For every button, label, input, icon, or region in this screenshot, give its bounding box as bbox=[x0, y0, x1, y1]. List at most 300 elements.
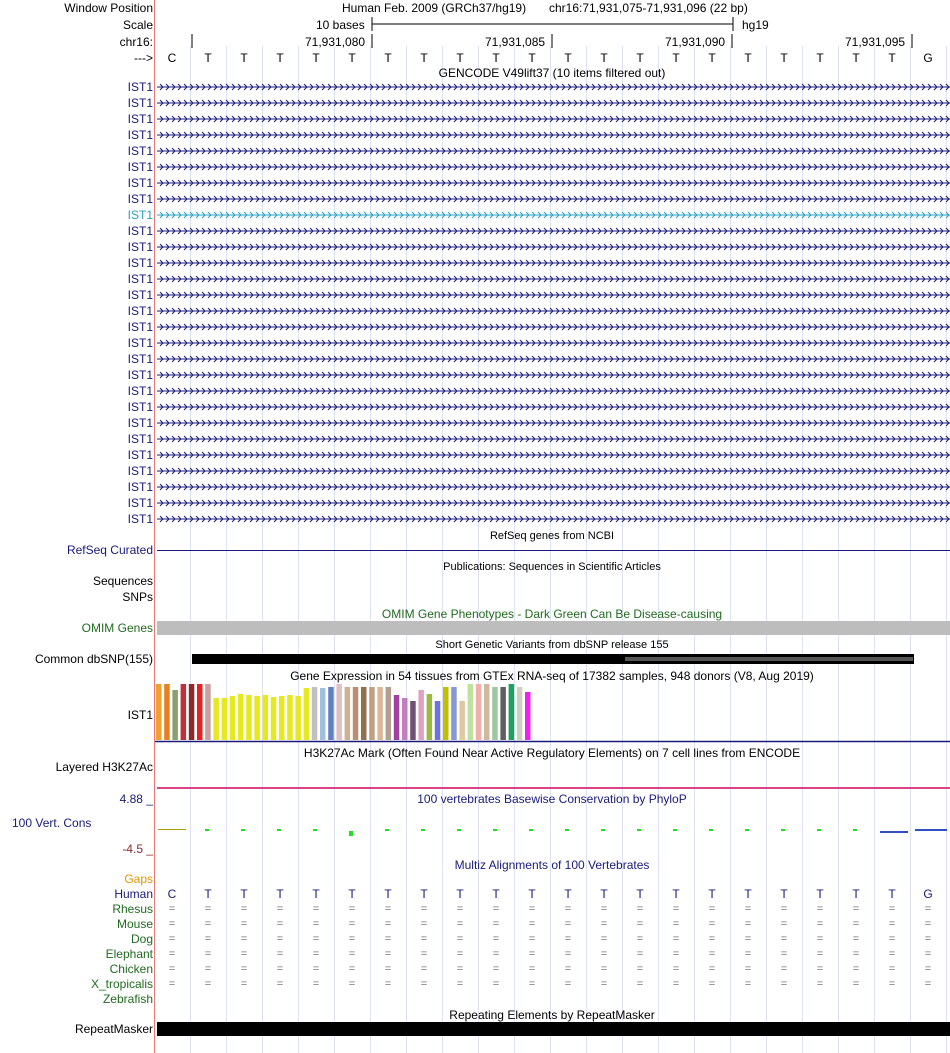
dbsnp-title[interactable]: Short Genetic Variants from dbSNP release 155 bbox=[435, 639, 669, 651]
phylop-mark bbox=[493, 829, 497, 831]
human-base-letter: T bbox=[636, 887, 644, 901]
gtex-tissue-bar[interactable] bbox=[410, 701, 416, 740]
alignment-match: = bbox=[456, 963, 464, 975]
base-letter: T bbox=[276, 51, 284, 65]
alignment-match: = bbox=[744, 903, 752, 915]
human-base-letter: T bbox=[672, 887, 680, 901]
base-letter: T bbox=[384, 51, 392, 65]
base-letter: T bbox=[456, 51, 464, 65]
alignment-match: = bbox=[564, 903, 572, 915]
alignment-match: = bbox=[564, 948, 572, 960]
alignment-match: = bbox=[672, 933, 680, 945]
alignment-match: = bbox=[420, 933, 428, 945]
gtex-tissue-bar[interactable] bbox=[427, 694, 433, 740]
gtex-tissue-bar[interactable] bbox=[386, 687, 392, 740]
strand-label: ---> bbox=[134, 51, 153, 65]
gencode-gene-label[interactable]: IST1 bbox=[127, 448, 153, 462]
gtex-tissue-bar[interactable] bbox=[263, 695, 269, 740]
refseq-label[interactable]: RefSeq Curated bbox=[66, 543, 153, 557]
alignment-match: = bbox=[492, 903, 500, 915]
alignment-match: = bbox=[924, 918, 932, 930]
gencode-gene-label[interactable]: IST1 bbox=[127, 400, 153, 414]
coord-label: 71,931,085 bbox=[485, 35, 546, 49]
alignment-match: = bbox=[816, 948, 824, 960]
alignment-match: = bbox=[708, 903, 716, 915]
gencode-transcript[interactable] bbox=[157, 195, 950, 203]
alignment-match: = bbox=[528, 948, 536, 960]
alignment-match: = bbox=[816, 963, 824, 975]
alignment-match: = bbox=[636, 978, 644, 990]
phylop-mark bbox=[457, 829, 461, 831]
alignment-match: = bbox=[384, 903, 392, 915]
base-letter: T bbox=[816, 51, 824, 65]
gtex-tissue-bar[interactable] bbox=[345, 687, 351, 740]
gencode-gene-label[interactable]: IST1 bbox=[127, 320, 153, 334]
phylop-mark bbox=[421, 829, 425, 831]
alignment-match: = bbox=[204, 903, 212, 915]
alignment-match: = bbox=[636, 918, 644, 930]
human-base-letter: T bbox=[780, 887, 788, 901]
species-label[interactable]: Elephant bbox=[105, 947, 153, 961]
gencode-transcript[interactable] bbox=[157, 371, 950, 379]
alignment-match: = bbox=[384, 963, 392, 975]
gencode-gene-label[interactable]: IST1 bbox=[127, 224, 153, 238]
alignment-match: = bbox=[924, 933, 932, 945]
refseq-title[interactable]: RefSeq genes from NCBI bbox=[489, 530, 615, 542]
gencode-transcript[interactable] bbox=[157, 355, 950, 363]
phylop-mark bbox=[817, 829, 821, 831]
base-letter: C bbox=[167, 51, 177, 65]
alignment-match: = bbox=[456, 933, 464, 945]
alignment-match: = bbox=[600, 978, 608, 990]
gencode-gene-label[interactable]: IST1 bbox=[127, 288, 153, 302]
alignment-match: = bbox=[204, 978, 212, 990]
alignment-match: = bbox=[708, 978, 716, 990]
gtex-tissue-bar[interactable] bbox=[156, 684, 162, 740]
gencode-gene-label[interactable]: IST1 bbox=[127, 208, 153, 222]
gtex-tissue-bar[interactable] bbox=[279, 696, 285, 740]
human-base-letter: T bbox=[492, 887, 500, 901]
gencode-gene-label[interactable]: IST1 bbox=[127, 160, 153, 174]
phylop-mark bbox=[565, 829, 569, 831]
base-letter: T bbox=[564, 51, 572, 65]
gtex-tissue-bar[interactable] bbox=[295, 696, 301, 740]
human-base-letter: T bbox=[888, 887, 896, 901]
gencode-transcript[interactable] bbox=[157, 211, 950, 219]
phylop-mark bbox=[158, 829, 186, 830]
gtex-tissue-bar[interactable] bbox=[459, 701, 465, 740]
base-letter: T bbox=[852, 51, 860, 65]
alignment-match: = bbox=[852, 963, 860, 975]
alignment-match: = bbox=[276, 933, 284, 945]
alignment-match: = bbox=[168, 963, 176, 975]
alignment-match: = bbox=[564, 933, 572, 945]
alignment-match: = bbox=[168, 948, 176, 960]
gencode-transcript[interactable] bbox=[157, 243, 950, 251]
alignment-match: = bbox=[240, 903, 248, 915]
gencode-title[interactable]: GENCODE V49lift37 (10 items filtered out) bbox=[438, 66, 666, 80]
phylop-mark bbox=[915, 829, 947, 831]
alignment-match: = bbox=[420, 903, 428, 915]
gencode-gene-label[interactable]: IST1 bbox=[127, 352, 153, 366]
species-label[interactable]: Zebrafish bbox=[102, 992, 153, 1006]
species-label[interactable]: X_tropicalis bbox=[90, 977, 153, 991]
gtex-tissue-bar[interactable] bbox=[336, 684, 342, 740]
alignment-match: = bbox=[384, 948, 392, 960]
human-base-letter: T bbox=[708, 887, 716, 901]
gencode-transcript[interactable] bbox=[157, 419, 950, 427]
alignment-match: = bbox=[240, 933, 248, 945]
species-label[interactable]: Chicken bbox=[109, 962, 153, 976]
dbsnp-label[interactable]: Common dbSNP(155) bbox=[34, 652, 153, 666]
alignment-match: = bbox=[312, 933, 320, 945]
gencode-gene-label[interactable]: IST1 bbox=[127, 368, 153, 382]
gencode-transcript[interactable] bbox=[157, 387, 950, 395]
gtex-tissue-bar[interactable] bbox=[435, 701, 441, 740]
alignment-match: = bbox=[492, 963, 500, 975]
gtex-tissue-bar[interactable] bbox=[254, 696, 260, 740]
gencode-transcript[interactable] bbox=[157, 291, 950, 299]
publications-label-sequences[interactable]: Sequences bbox=[92, 574, 153, 588]
gencode-gene-label[interactable]: IST1 bbox=[127, 512, 153, 526]
base-letter: T bbox=[636, 51, 644, 65]
gencode-gene-label[interactable]: IST1 bbox=[127, 336, 153, 350]
gencode-gene-label[interactable]: IST1 bbox=[127, 480, 153, 494]
gencode-gene-label[interactable]: IST1 bbox=[127, 192, 153, 206]
gtex-tissue-bar[interactable] bbox=[443, 687, 449, 740]
coord-label: 71,931,095 bbox=[845, 35, 906, 49]
human-base-letter: T bbox=[456, 887, 464, 901]
repeatmasker-title[interactable]: Repeating Elements by RepeatMasker bbox=[449, 1008, 655, 1022]
base-letter: T bbox=[780, 51, 788, 65]
gencode-transcript[interactable] bbox=[157, 435, 950, 443]
human-base-letter: G bbox=[923, 887, 933, 901]
gaps-label[interactable]: Gaps bbox=[124, 872, 153, 886]
gtex-tissue-bar[interactable] bbox=[451, 687, 457, 740]
scale-label: Scale bbox=[122, 18, 153, 32]
phylop-mark bbox=[277, 829, 281, 831]
gtex-tissue-bar[interactable] bbox=[476, 684, 482, 740]
phylop-mark bbox=[601, 829, 605, 831]
gtex-tissue-bar[interactable] bbox=[238, 694, 244, 740]
alignment-match: = bbox=[780, 933, 788, 945]
gtex-tissue-bar[interactable] bbox=[500, 687, 506, 740]
gencode-transcript[interactable] bbox=[157, 227, 950, 235]
alignment-match: = bbox=[780, 903, 788, 915]
alignment-match: = bbox=[852, 933, 860, 945]
chrom-label: chr16: bbox=[119, 35, 153, 49]
human-base-letter: T bbox=[420, 887, 428, 901]
base-letter: T bbox=[672, 51, 680, 65]
alignment-match: = bbox=[816, 903, 824, 915]
phylop-mark bbox=[529, 829, 533, 831]
alignment-match: = bbox=[924, 903, 932, 915]
alignment-match: = bbox=[852, 903, 860, 915]
alignment-match: = bbox=[204, 918, 212, 930]
gencode-gene-label[interactable]: IST1 bbox=[127, 272, 153, 286]
gtex-tissue-bar[interactable] bbox=[353, 687, 359, 740]
gtex-tissue-bar[interactable] bbox=[271, 697, 277, 740]
alignment-match: = bbox=[888, 918, 896, 930]
alignment-match: = bbox=[636, 948, 644, 960]
gencode-transcript[interactable] bbox=[157, 323, 950, 331]
alignment-match: = bbox=[420, 948, 428, 960]
gencode-gene-label[interactable]: IST1 bbox=[127, 240, 153, 254]
alignment-match: = bbox=[888, 948, 896, 960]
alignment-match: = bbox=[672, 948, 680, 960]
alignment-match: = bbox=[492, 918, 500, 930]
h3k27ac-title[interactable]: H3K27Ac Mark (Often Found Near Active Regulatory Elements) on 7 cell lines from ENCODE bbox=[303, 746, 801, 760]
alignment-match: = bbox=[312, 903, 320, 915]
alignment-match: = bbox=[492, 978, 500, 990]
gtex-tissue-bar[interactable] bbox=[484, 684, 490, 740]
base-letter: T bbox=[600, 51, 608, 65]
gencode-gene-label[interactable]: IST1 bbox=[127, 464, 153, 478]
gtex-tissue-bar[interactable] bbox=[164, 684, 170, 740]
alignment-match: = bbox=[420, 978, 428, 990]
alignment-match: = bbox=[204, 963, 212, 975]
gencode-gene-label[interactable]: IST1 bbox=[127, 112, 153, 126]
gtex-label[interactable]: IST1 bbox=[127, 708, 153, 722]
alignment-match: = bbox=[528, 918, 536, 930]
gencode-transcript[interactable] bbox=[157, 83, 950, 91]
phylop-mark bbox=[673, 829, 677, 831]
phylop-mark bbox=[781, 829, 785, 831]
coord-label: 71,931,080 bbox=[305, 35, 366, 49]
repeatmasker-label[interactable]: RepeatMasker bbox=[74, 1022, 153, 1036]
gencode-transcript[interactable] bbox=[157, 515, 950, 523]
alignment-match: = bbox=[816, 918, 824, 930]
gtex-tissue-bar[interactable] bbox=[402, 698, 408, 740]
omim-title[interactable]: OMIM Gene Phenotypes - Dark Green Can Be Disease-causing bbox=[381, 607, 723, 621]
gencode-transcript[interactable] bbox=[157, 275, 950, 283]
gtex-tissue-bar[interactable] bbox=[517, 687, 523, 740]
gencode-transcript[interactable] bbox=[157, 131, 950, 139]
omim-gene-bar[interactable] bbox=[157, 621, 950, 635]
human-base-letter: T bbox=[600, 887, 608, 901]
species-label[interactable]: Human bbox=[114, 887, 153, 901]
gencode-gene-label[interactable]: IST1 bbox=[127, 384, 153, 398]
gencode-transcript[interactable] bbox=[157, 499, 950, 507]
species-label[interactable]: Mouse bbox=[116, 917, 153, 931]
gencode-transcript[interactable] bbox=[157, 179, 950, 187]
alignment-match: = bbox=[744, 963, 752, 975]
ruler-svg bbox=[0, 0, 950, 66]
alignment-match: = bbox=[924, 978, 932, 990]
h3k27ac-label[interactable]: Layered H3K27Ac bbox=[55, 760, 153, 774]
gencode-gene-label[interactable]: IST1 bbox=[127, 416, 153, 430]
refseq-track-line[interactable] bbox=[157, 550, 950, 551]
phylop-mark bbox=[853, 829, 857, 831]
db-text: hg19 bbox=[742, 18, 769, 32]
alignment-match: = bbox=[672, 918, 680, 930]
phylop-label[interactable]: 100 Vert. Cons bbox=[12, 816, 92, 830]
assembly-text: Human Feb. 2009 (GRCh37/hg19) bbox=[342, 1, 527, 15]
alignment-match: = bbox=[168, 903, 176, 915]
gtex-tissue-bar[interactable] bbox=[312, 687, 318, 740]
gencode-transcript[interactable] bbox=[157, 467, 950, 475]
alignment-match: = bbox=[708, 918, 716, 930]
alignment-match: = bbox=[600, 948, 608, 960]
gtex-tissue-bar[interactable] bbox=[468, 684, 474, 740]
gtex-tissue-bar[interactable] bbox=[205, 684, 211, 740]
alignment-match: = bbox=[456, 978, 464, 990]
gtex-tissue-bar[interactable] bbox=[197, 684, 203, 740]
gtex-tissue-bar[interactable] bbox=[304, 688, 310, 740]
scale-text: 10 bases bbox=[316, 18, 365, 32]
h3k27ac-signal[interactable] bbox=[157, 787, 950, 789]
gencode-transcript[interactable] bbox=[157, 259, 950, 267]
alignment-match: = bbox=[168, 933, 176, 945]
gtex-tissue-bar[interactable] bbox=[525, 692, 531, 740]
gencode-transcript[interactable] bbox=[157, 403, 950, 411]
gencode-transcript[interactable] bbox=[157, 307, 950, 315]
gencode-gene-label[interactable]: IST1 bbox=[127, 144, 153, 158]
gencode-transcript[interactable] bbox=[157, 115, 950, 123]
alignment-match: = bbox=[708, 963, 716, 975]
gtex-tissue-bar[interactable] bbox=[181, 684, 187, 740]
base-letter: T bbox=[744, 51, 752, 65]
gtex-tissue-bar[interactable] bbox=[246, 695, 252, 740]
gtex-tissue-bar[interactable] bbox=[418, 690, 424, 740]
phylop-mark bbox=[637, 829, 641, 831]
alignment-match: = bbox=[240, 978, 248, 990]
gencode-gene-label[interactable]: IST1 bbox=[127, 96, 153, 110]
gencode-gene-label[interactable]: IST1 bbox=[127, 304, 153, 318]
gencode-transcript[interactable] bbox=[157, 483, 950, 491]
alignment-match: = bbox=[672, 963, 680, 975]
phylop-signal[interactable] bbox=[155, 822, 950, 838]
base-letter: T bbox=[204, 51, 212, 65]
alignment-match: = bbox=[888, 978, 896, 990]
gtex-tissue-bar[interactable] bbox=[377, 687, 383, 740]
phylop-title[interactable]: 100 vertebrates Basewise Conservation by PhyloP bbox=[417, 792, 687, 806]
alignment-match: = bbox=[852, 918, 860, 930]
human-base-letter: T bbox=[564, 887, 572, 901]
species-label[interactable]: Dog bbox=[130, 932, 153, 946]
gtex-tissue-bar[interactable] bbox=[492, 687, 498, 740]
phylop-mark bbox=[385, 829, 389, 831]
multiz-title[interactable]: Multiz Alignments of 100 Vertebrates bbox=[454, 858, 650, 872]
gtex-tissue-bar[interactable] bbox=[189, 684, 195, 740]
gencode-gene-label[interactable]: IST1 bbox=[127, 176, 153, 190]
alignment-match: = bbox=[672, 978, 680, 990]
gencode-transcript[interactable] bbox=[157, 451, 950, 459]
alignment-match: = bbox=[456, 918, 464, 930]
gtex-tissue-bar[interactable] bbox=[320, 688, 326, 740]
alignment-match: = bbox=[276, 948, 284, 960]
alignment-match: = bbox=[276, 903, 284, 915]
alignment-match: = bbox=[708, 948, 716, 960]
alignment-match: = bbox=[348, 918, 356, 930]
human-base-letter: T bbox=[348, 887, 356, 901]
gencode-transcript[interactable] bbox=[157, 339, 950, 347]
gtex-tissue-bar[interactable] bbox=[361, 687, 367, 740]
gtex-tissue-bar[interactable] bbox=[222, 698, 228, 740]
alignment-match: = bbox=[312, 978, 320, 990]
phylop-min-label: -4.5 _ bbox=[122, 842, 153, 856]
gtex-tissue-bar[interactable] bbox=[230, 696, 236, 740]
alignment-match: = bbox=[600, 933, 608, 945]
gtex-bar-chart[interactable] bbox=[155, 684, 950, 744]
gencode-gene-label[interactable]: IST1 bbox=[127, 496, 153, 510]
alignment-match: = bbox=[708, 933, 716, 945]
position-text[interactable]: chr16:71,931,075-71,931,096 (22 bp) bbox=[549, 1, 748, 15]
gtex-tissue-bar[interactable] bbox=[172, 690, 178, 740]
human-base-letter: T bbox=[240, 887, 248, 901]
alignment-match: = bbox=[240, 963, 248, 975]
gencode-transcript[interactable] bbox=[157, 147, 950, 155]
base-letter: T bbox=[348, 51, 356, 65]
human-base-letter: T bbox=[384, 887, 392, 901]
base-letter: T bbox=[492, 51, 500, 65]
alignment-match: = bbox=[384, 978, 392, 990]
alignment-match: = bbox=[852, 948, 860, 960]
gtex-title[interactable]: Gene Expression in 54 tissues from GTEx RNA-seq of 17382 samples, 948 donors (V8, Aug 2019) bbox=[290, 669, 814, 683]
human-base-letter: T bbox=[204, 887, 212, 901]
alignment-match: = bbox=[240, 948, 248, 960]
omim-label[interactable]: OMIM Genes bbox=[81, 621, 153, 635]
alignment-match: = bbox=[276, 918, 284, 930]
alignment-match: = bbox=[600, 918, 608, 930]
gtex-tissue-bar[interactable] bbox=[369, 687, 375, 740]
publications-label-snps[interactable]: SNPs bbox=[122, 590, 153, 604]
base-letter: T bbox=[708, 51, 716, 65]
alignment-match: = bbox=[780, 978, 788, 990]
alignment-match: = bbox=[744, 948, 752, 960]
phylop-mark bbox=[313, 829, 317, 831]
alignment-match: = bbox=[348, 933, 356, 945]
alignment-match: = bbox=[888, 903, 896, 915]
alignment-match: = bbox=[492, 948, 500, 960]
base-letter: T bbox=[888, 51, 896, 65]
repeatmasker-bar[interactable] bbox=[157, 1022, 950, 1036]
alignment-match: = bbox=[924, 963, 932, 975]
gencode-gene-label[interactable]: IST1 bbox=[127, 80, 153, 94]
alignment-match: = bbox=[672, 903, 680, 915]
gencode-gene-label[interactable]: IST1 bbox=[127, 432, 153, 446]
species-label[interactable]: Rhesus bbox=[112, 902, 153, 916]
alignment-match: = bbox=[564, 978, 572, 990]
gencode-gene-label[interactable]: IST1 bbox=[127, 128, 153, 142]
gtex-tissue-bar[interactable] bbox=[287, 695, 293, 740]
gtex-tissue-bar[interactable] bbox=[509, 684, 514, 740]
alignment-match: = bbox=[600, 963, 608, 975]
alignment-match: = bbox=[780, 918, 788, 930]
publications-title[interactable]: Publications: Sequences in Scientific Articles bbox=[443, 561, 661, 573]
alignment-match: = bbox=[780, 963, 788, 975]
alignment-match: = bbox=[384, 918, 392, 930]
gencode-transcript[interactable] bbox=[157, 99, 950, 107]
alignment-match: = bbox=[240, 918, 248, 930]
gtex-tissue-bar[interactable] bbox=[328, 687, 334, 740]
alignment-match: = bbox=[564, 918, 572, 930]
alignment-match: = bbox=[528, 903, 536, 915]
alignment-match: = bbox=[276, 963, 284, 975]
gencode-gene-label[interactable]: IST1 bbox=[127, 256, 153, 270]
gencode-transcript[interactable] bbox=[157, 163, 950, 171]
coord-label: 71,931,090 bbox=[665, 35, 726, 49]
human-base-letter: T bbox=[528, 887, 536, 901]
alignment-match: = bbox=[564, 963, 572, 975]
human-base-letter: T bbox=[312, 887, 320, 901]
alignment-match: = bbox=[348, 963, 356, 975]
gtex-tissue-bar[interactable] bbox=[394, 695, 400, 740]
gtex-tissue-bar[interactable] bbox=[213, 698, 219, 740]
phylop-mark bbox=[241, 829, 245, 831]
alignment-match: = bbox=[204, 933, 212, 945]
alignment-match: = bbox=[924, 948, 932, 960]
